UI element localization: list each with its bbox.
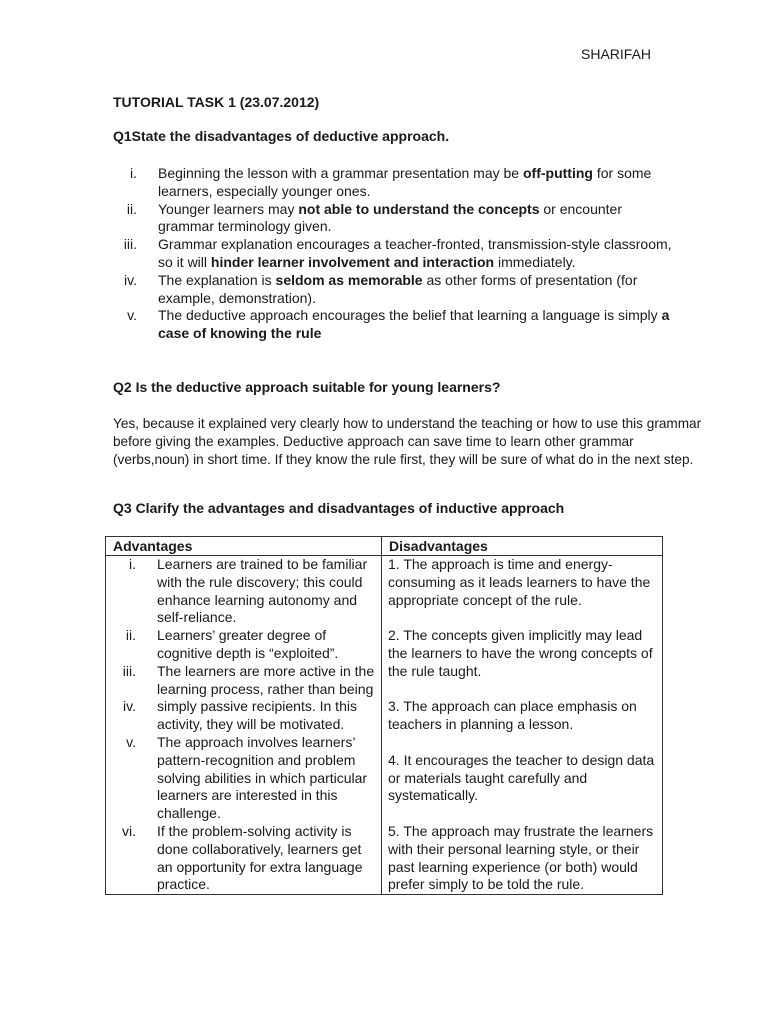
task-title: TUTORIAL TASK 1 (23.07.2012) <box>113 94 320 110</box>
author-name: SHARIFAH <box>581 46 652 62</box>
inductive-approach-table <box>105 536 663 895</box>
q1-heading: Q1State the disadvantages of deductive approach. <box>113 128 450 144</box>
list-item: iii. Grammar explanation encourages a teacher-fronted, transmission-style classroom, so it will hinder learner involvement and interaction immediately. <box>123 236 672 270</box>
list-item: vi. If the problem-solving activity is done collaboratively, learners get an opportunity for extra language practice. <box>122 822 363 893</box>
list-item: iv. simply passive recipients. In this activity, they will be motivated. <box>123 698 357 733</box>
list-item: iv. The explanation is seldom as memorable as other forms of presentation (for example, demonstration). <box>124 271 638 306</box>
q2-heading: Q2 Is the deductive approach suitable for young learners? <box>113 379 501 395</box>
table-header-row <box>106 537 663 556</box>
q1-list <box>113 165 673 343</box>
list-item: 4. It encourages the teacher to design data or materials taught carefully and systematically. <box>388 751 655 804</box>
list-item: 1. The approach is time and energy-consuming as it leads learners to have the appropriate concept of the rule. <box>388 556 651 608</box>
q3-heading: Q3 Clarify the advantages and disadvantages of inductive approach <box>113 500 565 516</box>
advantages-header: Advantages <box>113 538 193 554</box>
list-item: 3. The approach can place emphasis on teachers in planning a lesson. <box>388 698 637 733</box>
list-item: v. The approach involves learners’ pattern-recognition and problem solving abilities in which particular learners are interested in this challenge. <box>126 733 368 822</box>
list-item: i. Learners are trained to be familiar with the rule discovery; this could enhance learning autonomy and self-reliance. <box>129 556 368 626</box>
list-item: i. Beginning the lesson with a grammar presentation may be off-putting for some learners, especially younger ones. <box>130 165 652 199</box>
table-row <box>106 556 663 895</box>
advantages-cell <box>106 556 382 895</box>
list-item: ii. Younger learners may not able to understand the concepts or encounter grammar terminology given. <box>126 200 622 235</box>
list-item: v. The deductive approach encourages the belief that learning a language is simply a case of knowing the rule <box>127 307 670 342</box>
list-item: 5. The approach may frustrate the learners with their personal learning style, or their past learning experience (or both) would prefer simply to be told the rule. <box>388 822 654 893</box>
list-item: iii. The learners are more active in the learning process, rather than being <box>122 662 375 697</box>
disadvantages-cell <box>382 556 663 895</box>
list-item: 2. The concepts given implicitly may lead the learners to have the wrong concepts of the rule taught. <box>388 627 653 679</box>
q2-answer: Yes, because it explained very clearly how to understand the teaching or how to use this grammar before giving the examples. Deductive approach can save time to learn other grammar (verbs,noun) in short time. If they know the rule first, they will be sure of what do in the next step. <box>113 416 702 467</box>
list-item: ii. Learners’ greater degree of cognitive depth is “exploited”. <box>125 627 339 661</box>
disadvantages-header: Disadvantages <box>389 538 488 554</box>
